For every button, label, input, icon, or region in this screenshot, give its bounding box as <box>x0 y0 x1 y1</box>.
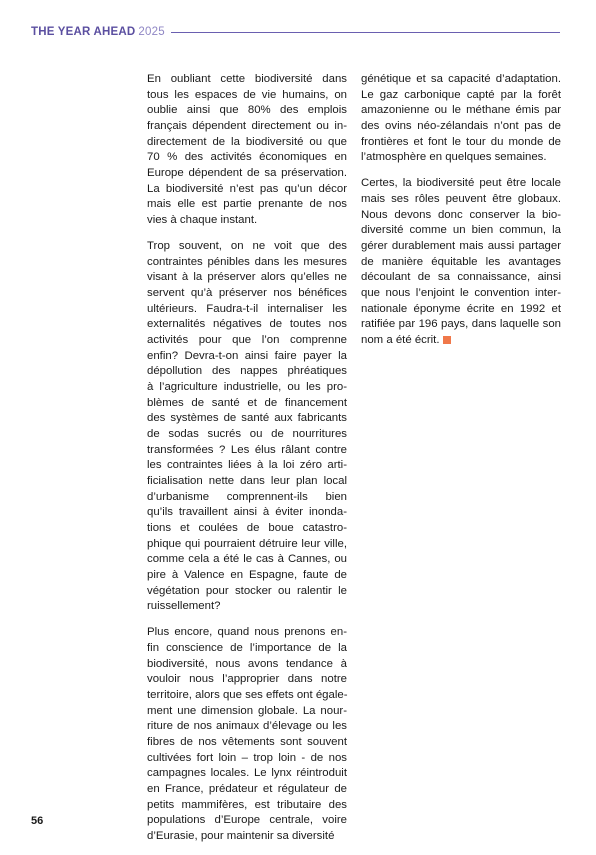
text-line: cultivées fort loin – trop loin - de nos <box>147 751 347 764</box>
text-line: ruissellement? <box>147 600 221 613</box>
end-of-article-square-icon <box>443 336 451 344</box>
page-number: 56 <box>31 815 44 827</box>
text-line: En oubliant cette biodiversité dans <box>147 73 347 85</box>
text-line: vouloir nous l’approprier dans notre <box>147 673 347 686</box>
right-text-column <box>361 72 561 359</box>
text-line: fibres de nos vêtements sont souvent <box>147 735 347 748</box>
text-line: Le gaz carbonique capté par la forêt <box>361 88 561 101</box>
text-line: Trop souvent, on ne voit que des <box>147 240 347 253</box>
text-line: 70 % des activités économiques en <box>147 151 347 164</box>
text-line: populations d’Europe centrale, voire <box>147 814 347 827</box>
text-line: vies à chaque instant. <box>147 213 258 226</box>
text-line: amazonienne ou le méthane émis par <box>361 104 561 117</box>
text-line: de sodas sucrés ou de nourritures <box>147 427 347 440</box>
text-line: découlant de sa connaissance, ainsi <box>361 271 561 284</box>
text-line: français dépendent directement ou in- <box>147 119 347 132</box>
text-line: contraintes pénibles dans les mesures <box>147 255 347 268</box>
text-line: ment une dimension globale. La nour- <box>147 704 347 717</box>
header-rule <box>171 32 560 33</box>
text-line: gérer durablement mais aussi partager <box>361 240 561 253</box>
text-line: mais elle est partie prenante de nos <box>147 198 347 211</box>
text-line: blèmes de santé et de financement <box>147 396 347 409</box>
text-line: phique qui pourraient détruire leur ville, <box>147 537 347 550</box>
text-line: ratifiée par 196 pays, dans laquelle son <box>361 318 561 331</box>
text-line: génétique et sa capacité d’adaptation. <box>361 73 561 85</box>
text-line: nationale éponyme écrite en 1992 et <box>361 302 561 315</box>
text-line: enfin? Devra-t-on ainsi faire payer la <box>147 349 347 362</box>
publication-title <box>31 26 165 38</box>
text-line: d’Eurasie, pour maintenir sa diversité <box>147 829 335 842</box>
text-line: des ovins néo-zélandais n’ont pas de <box>361 119 561 132</box>
text-line: végétation pour stocker ou ralentir le <box>147 584 347 597</box>
text-line: en France, prédateur et régulateur de <box>147 782 347 795</box>
paragraph <box>147 72 347 229</box>
text-line: transformées ? Les élus râlant contre <box>147 443 347 456</box>
text-line: comme cela a été le cas à Cannes, ou <box>147 553 347 566</box>
text-line: tous les espaces de vie humains, on <box>147 88 347 101</box>
text-line: que nous l’enjoint le convention inter- <box>361 287 561 300</box>
text-line: ficialisation nette dans leur plan local <box>147 474 347 487</box>
text-line: nom a été écrit. <box>361 333 561 349</box>
text-line: pire à Valence en Espagne, faute de <box>147 568 347 581</box>
text-line: à l’agriculture industrielle, ou les pro- <box>147 380 347 393</box>
text-line: de manière équitable les avantages <box>361 255 561 268</box>
publication-year: 2025 <box>138 26 165 38</box>
text-line: qu’ils travaillent ainsi à éviter inonda- <box>147 506 347 519</box>
paragraph <box>147 625 347 844</box>
text-line: riture de nos animaux d’élevage ou les <box>147 720 347 733</box>
text-line: ultérieurs. Faudra-t-il internaliser les <box>147 302 347 315</box>
paragraph <box>147 239 347 615</box>
text-line: activités pour que l’on comprenne <box>147 334 347 346</box>
text-line: La biodiversité n’est pas qu’un décor <box>147 182 347 195</box>
text-line: petits mammifères, est tributaire des <box>147 798 347 811</box>
text-line: frontières et font le tour du monde de <box>361 135 561 148</box>
text-line: tions et coulées de boue catastro- <box>147 521 347 534</box>
text-line: Europe dépendent de sa préservation. <box>147 166 347 179</box>
publication-title-main: THE YEAR AHEAD <box>31 26 136 38</box>
text-line: visant à la préserver alors qu’elles ne <box>147 271 347 284</box>
text-line: servent qu’à préserver nos bénéfices <box>147 287 347 300</box>
text-line: l’atmosphère en quelques semaines. <box>361 151 547 164</box>
text-line: territoire, alors que ses effets ont égale- <box>147 688 348 701</box>
text-line: fin conscience de l’importance de la <box>147 641 347 654</box>
running-header <box>31 24 560 40</box>
text-line: directement de la biodiversité ou que <box>147 135 347 148</box>
text-line: Plus encore, quand nous prenons en- <box>147 626 347 639</box>
paragraph <box>361 176 561 348</box>
text-line: oublie ainsi que 80% des emplois <box>147 104 347 117</box>
text-line: dépollution des nappes phréatiques <box>147 365 347 378</box>
text-line: diversité comme un bien commun, la <box>361 224 561 237</box>
text-line: Certes, la biodiversité peut être locale <box>361 177 561 190</box>
text-line: biodiversité, nous avons tendance à <box>147 657 347 670</box>
text-line: Nous devons donc conserver la bio- <box>361 208 561 221</box>
text-line: d’urbanisme comprennent-ils bien <box>147 490 347 503</box>
left-text-column <box>147 72 347 855</box>
text-line: mais ses rôles peuvent être globaux. <box>361 193 561 206</box>
text-line: les contraintes liées à la loi zéro arti- <box>147 459 347 472</box>
text-line: campagnes locales. Le lynx réintroduit <box>147 767 347 780</box>
text-line: externalités négatives de toutes nos <box>147 318 347 331</box>
paragraph <box>361 72 561 166</box>
text-line: des systèmes de santé aux fabricants <box>147 412 347 425</box>
